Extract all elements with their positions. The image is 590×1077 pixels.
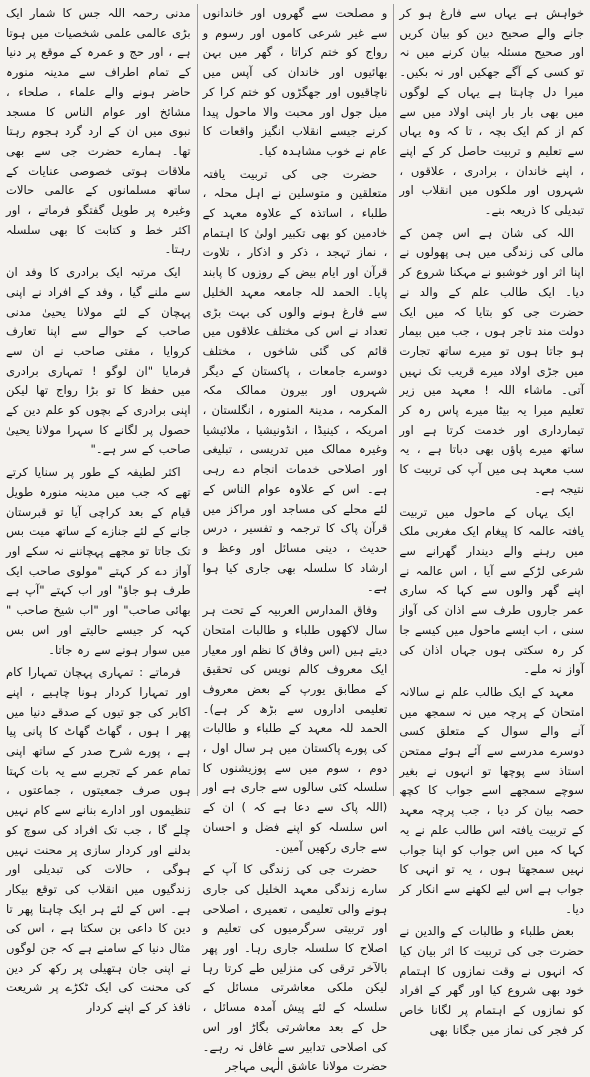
paragraph: بعض طلباء و طالبات کے والدین نے حضرت جی کی تربیت کا اثر بیان کیا کہ انہوں نے وقت نمازوں کا اہتمام خود بھی شروع کیا اور گھر کے افراد کو نمازوں کے اہتمام پر لگانا خاص کر فجر کی نماز میں جگانا بھی — [399, 924, 584, 1037]
paragraph: ایک مرتبہ ایک برادری کا وفد ان سے ملنے گیا ، وفد کے افراد نے اپنی پہچان کے لئے مولانا یحییٰ مدنی صاحب کے حوالے سے اپنا تعارف کروایا ، مفتی صاحب نے ان سے فرمایا "ان لوگو ! تمہاری برادری میں حفظ کا تو بڑا رواج تھا لیکن اپنی برادری کے بچوں کو علم دین کے حصول پر لگانے کا سہرا مولانا یحییٰ صاحب کے سر ہے۔" — [5, 265, 191, 457]
paragraph: فرماتے : تمہاری پہچان تمہارا کام اور تمہارا کردار ہونا چاہیے ، اپنے اکابر کی جو تیوں کے صدقے دنیا میں پھر ا ہوں ، گھاٹ گھاٹ کا پانی پیا ہے ، پورے شرح صدر کے ساتھ اپنی تمام عمر کے تجربے سے یہ بات کہتا ہوں صرف جمعیتوں ، جماعتوں ، تنظیموں اور ادارے بنانے سے کام نہیں چلے گا ، جب تک افراد کی سوچ کو بدلنے اور کردار سازی پر محنت نہیں ہوگی ، حالات کی تبدیلی اور زندگیوں میں انقلاب کی توقع بیکار ہے۔ اس کے لئے ہر ایک چاہتا پھر تا دین کا داعی بن سکتا ہے ، اس کی مثال دنیا کے سامنے ہے کہ جن لوگوں نے اپنی جان ہتھیلی پر رکھ کر دین کی محنت کی ایک ٹکڑے پر شریعت نافذ کر کے اپنے کردار — [5, 665, 191, 1015]
paragraph: خواہش ہے یہاں سے فارغ ہو کر جانے والے صحیح دین کو بیان کریں اور صحیح مسئلہ بیان کرنے میں نہ تو کسی کے آگے جھکیں اور نہ بکیں۔ میرا دل چاہتا ہے یہاں کے لوگوں میں بھی بار بار اپنی اولاد میں سے کم از کم ایک بچہ ، تا کہ وہ یہاں سے تعلیم و تربیت حاصل کر کے اپنے ، اپنے خاندان ، برادری ، علاقوں ، شہروں اور ملکوں میں انقلاب اور تبدیلی کا ذریعہ بنے۔ — [399, 6, 584, 218]
text-column-middle — [197, 4, 388, 1074]
paragraph: وفاق المدارس العربیہ کے تحت ہر سال لاکھوں طلباء و طالبات امتحان دیتے ہیں (اس وفاق کا نظم اور معیار ایک معروف کالم نویس کی تحقیق کے مطابق یورپ کے بعض معروف تعلیمی اداروں سے بڑھ کر ہے)۔ الحمد للہ معہد کے طلباء و طالبات کی پورے پاکستان میں ہر سال اول ، دوم ، سوم میں سے پوزیشنوں کا سلسلہ کئی سالوں سے جاری ہے اور (اللہ پاک سے دعا ہے کہ ) ان کے اس سلسلہ کو اپنے فضل و احسان سے جاری رکھیں آمین۔ — [202, 603, 388, 854]
text-column-right — [393, 4, 584, 1037]
text-column-left — [5, 4, 191, 1015]
paragraph: اکثر لطیفہ کے طور پر سنایا کرتے تھے کہ جب میں مدینہ منورہ طویل قیام کے بعد کراچی آیا تو قبرستان جانے کے لئے جنازے کے ساتھ میت بس تک جاتا تو مجھے پہچاننے نہ سکے اور آواز دے کر کہتے "مولوی صاحب ایک طرف ہو جاؤ" اور اب کہتے "آپ ہے بھائی صاحب" اور "اب شیخ صاحب " کہہ کر جیسے حالیتے اور اس بس میں سوار ہونے سے رہ جاتا۔ — [5, 465, 191, 657]
paragraph: ایک یہاں کے ماحول میں تربیت یافتہ عالمہ کا پیغام ایک مغربی ملک میں رہنے والے دیندار گھرانے سے شرعی لڑکے سے آیا ، اس عالمہ نے اپنے گھر والوں سے کہا کہ ساری عمر جاروں طرف سے اذان کی آواز سنی ، اب ایسے ماحول میں کیسے جا کر رہ سکتی ہوں جہاں اذان کی آواز نہ ملے۔ — [399, 504, 584, 677]
paragraph: حضرت جی کی تربیت یافتہ متعلقین و متوسلین نے اہل محلہ ، طلباء ، اساتذہ کے علاوہ معہد کے خادمین کو بھی تکبیر اولیٰ کا اہتمام ، نماز تہجد ، ذکر و اذکار ، تلاوت قرآن اور ایام بیض کے روزوں کا پابند پایا۔ الحمد للہ جامعہ معہد الخلیل سے فارغ ہونے والوں کی بہت بڑی تعداد نے اس کی مختلف علاقوں میں قائم کی گئی شاخوں ، مختلف دوسرے جامعات ، پاکستان کے دیگر شہروں اور بیرون ممالک مکہ المکرمہ ، مدینۃ المنورہ ، انگلستان ، امریکہ ، کینیڈا ، انڈونیشیا ، ملائیشیا وغیرہ ممالک میں تدریسی ، تبلیغی اور اصلاحی خدمات انجام دے رہی ہے۔ اس کے علاوہ عوام الناس کے لئے محلے کی مساجد اور مراکز میں قرآن پاک کا ترجمہ و تفسیر ، درس حدیث ، دینی مسائل اور وعظ و ارشاد کا سلسلہ بھی جاری کیا ہوا ہے۔ — [202, 166, 388, 595]
paragraph: اللہ کی شان ہے اس چمن کے مالی کی زندگی میں ہی پھولوں نے اپنا اثر اور خوشبو نے مہکنا شروع کر دیا۔ ایک طالب علم کے والد نے حضرت جی کو بتایا کہ میں ایک دولت مند تاجر ہوں ، جب میں بیمار ہو جاتا ہوں تو میرے ساتھ تجارت میں جڑی اولاد میرے قریب تک نہیں آتی۔ ماشاء اللہ ! معہد میں زیر تعلیم میرا یہ بیٹا میرے پاس رہ کر تیمارداری اور خدمت کرتا ہے اور ساتھ میرے پاؤں بھی دباتا ہے ، یہ سب معہد ہی میں آپ کی تربیت کا نتیجہ ہے۔ — [399, 225, 584, 496]
paragraph: و مصلحت سے گھروں اور خاندانوں سے غیر شرعی کاموں اور رسوم و رواج کو ختم کراتا ، گھر میں بہن بھائیوں اور خاندان کی آپس میں ناچاقیوں اور جھگڑوں کو ختم کرا کر میل جول اور محبت والا ماحول پیدا کرنے جیسے انقلاب انگیز واقعات کا عام نے خوب مشاہدہ کیا۔ — [202, 6, 388, 158]
paragraph: حضرت جی کی زندگی کا آپ کے سارے زندگی معہد الخلیل کی جاری ہونے والی تعلیمی ، تعمیری ، اصلاحی اور تربیتی سرگرمیوں کی تعلیم و اصلاح کا سلسلہ جاری رہا۔ اور پھر بالآخر ترقی کی منزلیں طے کرتا رہا لیکن ملکی معاشرتی مسائل کے سلسلہ کے لئے پیش آمدہ مسائل ، حل کے بعد معاشرتی بگاڑ اور اس کی اصلاحی تدابیر سے غافل نہ رہے۔ حضرت مولانا عاشق الٰہی مہاجر — [202, 862, 388, 1074]
paragraph: معہد کے ایک طالب علم نے سالانہ امتحان کے پرچہ میں نہ سمجھ میں آنے والے سوال کے متعلق کسی دوسرے مدرسے سے آئے ہوئے ممتحن استاذ سے پوچھا تو انہوں نے بغیر سوچے سمجھے اسے جواب کا کچھ حصہ بیان کر دیا ، جب پرچہ معہد کے تربیت یافتہ اس طالب علم نے یہ کہا کہ میں اس جواب کو اپنا جواب نہیں سمجھتا ہوں ، یہ تو انہی کا جواب ہے اس لیے لکھنے سے انکار کر دیا۔ — [399, 684, 584, 916]
paragraph: مدنی رحمہ اللہ جس کا شمار ایک بڑی عالمی علمی شخصیات میں ہوتا ہے ، اور حج و عمرہ کے موقع پر دنیا کے تمام اطراف سے مدینہ منورہ حاضر ہونے والے علماء ، صلحاء ، مشائخ اور عوام الناس کا مسجد نبوی میں ان کے ارد گرد ہجوم رہتا تھا۔ ہمارے حضرت جی سے بھی ملاقات ہوتی خصوصی عنایات کے ساتھ مسلمانوں کے عالمی حالات وغیرہ پر طویل گفتگو فرماتے ، اور اکثر خط و کتابت کا بھی سلسلہ رہتا۔ — [5, 6, 191, 257]
